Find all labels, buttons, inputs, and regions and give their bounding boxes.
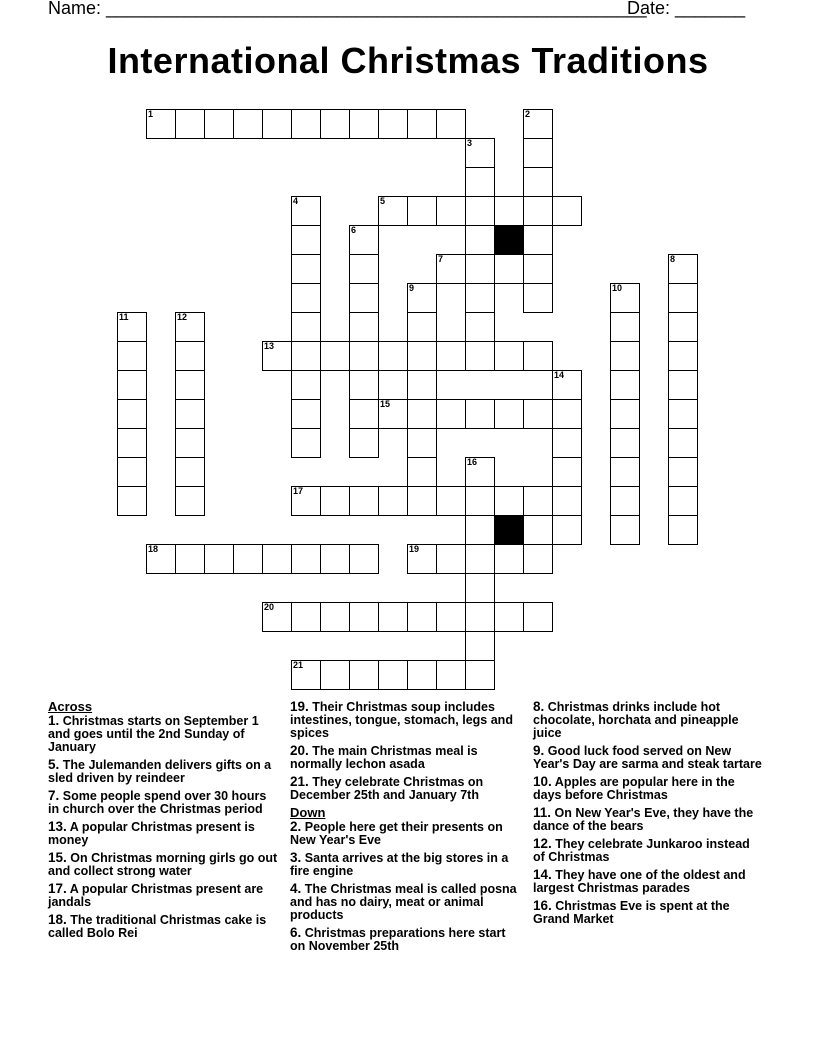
clue-item-text: The traditional Christmas cake is called Bolo Rei	[48, 913, 267, 940]
clue-item-number: 16.	[533, 898, 552, 913]
clue-item-number: 7.	[48, 788, 60, 803]
grid-cell[interactable]	[552, 370, 582, 400]
clue-item-number: 12.	[533, 836, 552, 851]
clue-item-text: On New Year's Eve, they have the dance of the bears	[533, 806, 754, 833]
grid-cell[interactable]	[320, 660, 350, 690]
grid-cell[interactable]	[291, 602, 321, 632]
grid-cell[interactable]	[407, 399, 437, 429]
grid-cell[interactable]	[552, 399, 582, 429]
grid-cell[interactable]	[291, 283, 321, 313]
clue-number: 6	[351, 225, 357, 235]
grid-cell[interactable]	[175, 312, 205, 342]
grid-cell[interactable]	[117, 457, 147, 487]
grid-cell[interactable]	[494, 486, 524, 516]
grid-cell[interactable]	[465, 225, 495, 255]
clue-item-text: They celebrate Christmas on December 25th and January 7th	[290, 775, 484, 802]
grid-cell[interactable]	[262, 109, 292, 139]
grid-cell[interactable]	[378, 109, 408, 139]
grid-cell[interactable]	[494, 399, 524, 429]
grid-cell[interactable]	[436, 660, 466, 690]
clue-item	[48, 758, 280, 785]
clue-number: 17	[293, 486, 304, 496]
clue-item-text: Christmas starts on September 1 and goes until the 2nd Sunday of January	[48, 714, 259, 754]
grid-cell[interactable]	[117, 341, 147, 371]
grid-cell[interactable]	[291, 544, 321, 574]
clue-item	[290, 775, 522, 802]
grid-cell[interactable]	[146, 544, 176, 574]
clue-number: 1	[148, 109, 154, 119]
grid-cell[interactable]	[349, 486, 379, 516]
grid-cell[interactable]	[378, 399, 408, 429]
grid-cell[interactable]	[610, 428, 640, 458]
grid-cell[interactable]	[349, 660, 379, 690]
clue-number: 7	[438, 254, 444, 264]
grid-cell[interactable]	[175, 341, 205, 371]
clue-item	[48, 789, 280, 816]
clue-item	[533, 744, 765, 771]
grid-cell[interactable]	[668, 254, 698, 284]
clue-item-number: 1.	[48, 713, 60, 728]
grid-cell[interactable]	[349, 109, 379, 139]
grid-cell[interactable]	[175, 544, 205, 574]
grid-cell[interactable]	[465, 254, 495, 284]
grid-cell[interactable]	[233, 109, 263, 139]
grid-cell[interactable]	[291, 196, 321, 226]
grid-cell[interactable]	[175, 399, 205, 429]
grid-cell[interactable]	[291, 399, 321, 429]
clue-number: 16	[467, 457, 478, 467]
clue-item-number: 8.	[533, 699, 545, 714]
grid-cell[interactable]	[465, 602, 495, 632]
clue-item	[533, 700, 765, 740]
grid-cell[interactable]	[291, 225, 321, 255]
grid-cell[interactable]	[117, 312, 147, 342]
grid-cell[interactable]	[291, 254, 321, 284]
grid-cell[interactable]	[610, 370, 640, 400]
grid-cell[interactable]	[668, 399, 698, 429]
clue-item	[290, 820, 522, 847]
grid-cell[interactable]	[262, 341, 292, 371]
grid-cell[interactable]	[262, 602, 292, 632]
grid-cell[interactable]	[204, 109, 234, 139]
grid-cell[interactable]	[610, 312, 640, 342]
clue-item-number: 17.	[48, 881, 67, 896]
clue-number: 5	[380, 196, 386, 206]
grid-cell[interactable]	[523, 602, 553, 632]
clue-item-text: They have one of the oldest and largest Christmas parades	[533, 868, 746, 895]
clue-item-number: 9.	[533, 743, 545, 758]
clue-item-text: On Christmas morning girls go out and collect strong water	[48, 851, 278, 878]
grid-cell[interactable]	[349, 602, 379, 632]
grid-cell[interactable]	[320, 486, 350, 516]
clue-number: 9	[409, 283, 415, 293]
grid-cell[interactable]	[552, 457, 582, 487]
grid-cell[interactable]	[349, 544, 379, 574]
grid-cell[interactable]	[668, 486, 698, 516]
grid-cell[interactable]	[291, 486, 321, 516]
grid-cell[interactable]	[523, 283, 553, 313]
page-title: International Christmas Traditions	[107, 40, 709, 81]
grid-cell[interactable]	[465, 515, 495, 545]
clue-item	[48, 714, 280, 754]
grid-cell[interactable]	[523, 254, 553, 284]
grid-cell[interactable]	[436, 254, 466, 284]
grid-cell[interactable]	[117, 370, 147, 400]
grid-cell[interactable]	[668, 341, 698, 371]
clue-item-text: Santa arrives at the big stores in a fire engine	[290, 851, 509, 878]
grid-cell[interactable]	[610, 457, 640, 487]
grid-cell[interactable]	[523, 544, 553, 574]
clue-column-1	[48, 700, 280, 944]
grid-cell[interactable]	[349, 370, 379, 400]
grid-cell[interactable]	[320, 341, 350, 371]
grid-cell[interactable]	[494, 196, 524, 226]
grid-cell[interactable]	[407, 486, 437, 516]
grid-cell[interactable]	[407, 196, 437, 226]
grid-cell[interactable]	[523, 341, 553, 371]
grid-cell[interactable]	[465, 631, 495, 661]
grid-cell[interactable]	[117, 399, 147, 429]
name-field: Name: ______________________________________________________	[48, 0, 647, 18]
clue-item-number: 3.	[290, 850, 302, 865]
grid-cell[interactable]	[262, 544, 292, 574]
grid-cell[interactable]	[436, 544, 466, 574]
clue-item-text: Christmas Eve is spent at the Grand Market	[533, 899, 730, 926]
clue-item-text: Some people spend over 30 hours in church over the Christmas period	[48, 789, 267, 816]
grid-cell[interactable]	[349, 254, 379, 284]
grid-cell[interactable]	[436, 196, 466, 226]
grid-cell[interactable]	[291, 312, 321, 342]
grid-cell[interactable]	[378, 486, 408, 516]
grid-cell[interactable]	[668, 515, 698, 545]
grid-cell[interactable]	[175, 486, 205, 516]
grid-cell[interactable]	[552, 196, 582, 226]
clue-item	[290, 882, 522, 922]
grid-cell[interactable]	[552, 428, 582, 458]
clue-item-text: The Christmas meal is called posna and has no dairy, meat or animal products	[290, 882, 517, 922]
grid-cell[interactable]	[436, 486, 466, 516]
clue-item	[533, 837, 765, 864]
grid-cell[interactable]	[436, 602, 466, 632]
clue-item-text: People here get their presents on New Year's Eve	[290, 820, 503, 847]
grid-cell[interactable]	[465, 312, 495, 342]
grid-cell[interactable]	[349, 283, 379, 313]
date-field: Date: _______	[627, 0, 746, 18]
grid-cell[interactable]	[610, 486, 640, 516]
clue-number: 18	[148, 544, 159, 554]
grid-cell[interactable]	[465, 167, 495, 197]
grid-cell[interactable]	[523, 167, 553, 197]
clue-item	[533, 775, 765, 802]
section-heading-down: Down	[290, 805, 326, 820]
grid-cell[interactable]	[523, 486, 553, 516]
grid-cell[interactable]	[233, 544, 263, 574]
grid-cell[interactable]	[407, 660, 437, 690]
clue-item-number: 20.	[290, 743, 309, 758]
grid-cell[interactable]	[320, 602, 350, 632]
grid-cell[interactable]	[349, 399, 379, 429]
grid-cell[interactable]	[291, 341, 321, 371]
grid-cell[interactable]	[465, 486, 495, 516]
grid-cell[interactable]	[436, 341, 466, 371]
clue-item-text: Christmas drinks include hot chocolate, horchata and pineapple juice	[533, 700, 739, 740]
clue-number: 21	[293, 660, 304, 670]
clue-item-number: 14.	[533, 867, 552, 882]
clue-item-number: 6.	[290, 925, 302, 940]
grid-cell[interactable]	[349, 225, 379, 255]
grid-cell[interactable]	[407, 457, 437, 487]
clue-number: 14	[554, 370, 565, 380]
grid-cell[interactable]	[465, 138, 495, 168]
clue-item	[48, 820, 280, 847]
clue-item-number: 10.	[533, 774, 552, 789]
clue-item-number: 15.	[48, 850, 67, 865]
grid-cell[interactable]	[552, 486, 582, 516]
clue-item	[290, 926, 522, 953]
clue-item-text: The Julemanden delivers gifts on a sled driven by reindeer	[48, 758, 272, 785]
grid-cell[interactable]	[523, 225, 553, 255]
grid-cell[interactable]	[465, 457, 495, 487]
grid-cell[interactable]	[436, 399, 466, 429]
clue-item-text: They celebrate Junkaroo instead of Christmas	[533, 837, 750, 864]
grid-cell[interactable]	[175, 457, 205, 487]
grid-cell[interactable]	[494, 341, 524, 371]
grid-cell[interactable]	[668, 457, 698, 487]
clue-item	[533, 899, 765, 926]
grid-cell[interactable]	[523, 109, 553, 139]
clue-item	[290, 700, 522, 740]
clue-item	[48, 913, 280, 940]
grid-black-cell	[494, 225, 524, 255]
grid-cell[interactable]	[465, 341, 495, 371]
grid-cell[interactable]	[291, 370, 321, 400]
grid-cell[interactable]	[291, 109, 321, 139]
grid-cell[interactable]	[668, 370, 698, 400]
grid-cell[interactable]	[407, 602, 437, 632]
grid-cell[interactable]	[668, 428, 698, 458]
grid-cell[interactable]	[610, 515, 640, 545]
clue-number: 12	[177, 312, 188, 322]
grid-cell[interactable]	[349, 341, 379, 371]
grid-cell[interactable]	[117, 428, 147, 458]
clue-number: 19	[409, 544, 420, 554]
clue-number: 20	[264, 602, 275, 612]
grid-cell[interactable]	[349, 312, 379, 342]
grid-cell[interactable]	[494, 544, 524, 574]
clue-number: 8	[670, 254, 676, 264]
grid-cell[interactable]	[523, 196, 553, 226]
grid-cell[interactable]	[465, 283, 495, 313]
clue-item-text: Their Christmas soup includes intestines, tongue, stomach, legs and spices	[290, 700, 513, 740]
grid-cell[interactable]	[378, 660, 408, 690]
grid-cell[interactable]	[610, 399, 640, 429]
grid-cell[interactable]	[610, 341, 640, 371]
clue-number: 11	[119, 312, 129, 322]
grid-cell[interactable]	[523, 138, 553, 168]
grid-cell[interactable]	[378, 602, 408, 632]
grid-cell[interactable]	[146, 109, 176, 139]
clue-item-number: 19.	[290, 699, 309, 714]
clue-item-number: 18.	[48, 912, 67, 927]
clue-item-text: The main Christmas meal is normally lechon asada	[290, 744, 478, 771]
clue-column-3	[533, 700, 765, 930]
clue-item-number: 4.	[290, 881, 302, 896]
clue-number: 4	[293, 196, 299, 206]
clue-item-text: A popular Christmas present is money	[48, 820, 255, 847]
clue-number: 10	[612, 283, 623, 293]
grid-cell[interactable]	[117, 486, 147, 516]
grid-cell[interactable]	[668, 312, 698, 342]
grid-cell[interactable]	[407, 283, 437, 313]
grid-cell[interactable]	[378, 196, 408, 226]
grid-cell[interactable]	[407, 544, 437, 574]
grid-cell[interactable]	[320, 109, 350, 139]
clue-item-number: 13.	[48, 819, 67, 834]
grid-cell[interactable]	[465, 544, 495, 574]
section-heading-across: Across	[48, 699, 93, 714]
grid-cell[interactable]	[465, 660, 495, 690]
grid-cell[interactable]	[523, 399, 553, 429]
clue-item	[533, 806, 765, 833]
clue-number: 13	[264, 341, 275, 351]
grid-cell[interactable]	[291, 428, 321, 458]
grid-cell[interactable]	[378, 341, 408, 371]
grid-cell[interactable]	[494, 602, 524, 632]
clue-item-number: 5.	[48, 757, 60, 772]
grid-cell[interactable]	[349, 428, 379, 458]
clue-item	[290, 851, 522, 878]
grid-cell[interactable]	[465, 196, 495, 226]
clue-number: 15	[380, 399, 391, 409]
clue-item-number: 11.	[533, 805, 552, 820]
grid-cell[interactable]	[291, 660, 321, 690]
grid-cell[interactable]	[175, 428, 205, 458]
grid-cell[interactable]	[610, 283, 640, 313]
grid-cell[interactable]	[407, 109, 437, 139]
grid-cell[interactable]	[465, 399, 495, 429]
clue-number: 2	[525, 109, 531, 119]
clue-item	[48, 851, 280, 878]
clue-item	[48, 882, 280, 909]
grid-cell[interactable]	[436, 109, 466, 139]
clue-item-text: A popular Christmas present are jandals	[48, 882, 264, 909]
clue-item	[533, 868, 765, 895]
grid-cell[interactable]	[407, 370, 437, 400]
grid-cell[interactable]	[175, 109, 205, 139]
clue-number: 3	[467, 138, 473, 148]
clue-item	[290, 744, 522, 771]
grid-cell[interactable]	[668, 283, 698, 313]
clue-item-number: 2.	[290, 819, 302, 834]
grid-cell[interactable]	[320, 544, 350, 574]
grid-cell[interactable]	[552, 515, 582, 545]
grid-cell[interactable]	[494, 254, 524, 284]
grid-black-cell	[494, 515, 524, 545]
clue-item-text: Apples are popular here in the days before Christmas	[533, 775, 735, 802]
grid-cell[interactable]	[407, 428, 437, 458]
clue-item-text: Christmas preparations here start on November 25th	[290, 926, 506, 953]
clue-column-2	[290, 700, 522, 957]
clue-item-text: Good luck food served on New Year's Day are sarma and steak tartare	[533, 744, 762, 771]
grid-cell[interactable]	[175, 370, 205, 400]
grid-cell[interactable]	[407, 312, 437, 342]
grid-cell[interactable]	[204, 544, 234, 574]
clue-item-number: 21.	[290, 774, 309, 789]
grid-cell[interactable]	[465, 573, 495, 603]
grid-cell[interactable]	[407, 341, 437, 371]
